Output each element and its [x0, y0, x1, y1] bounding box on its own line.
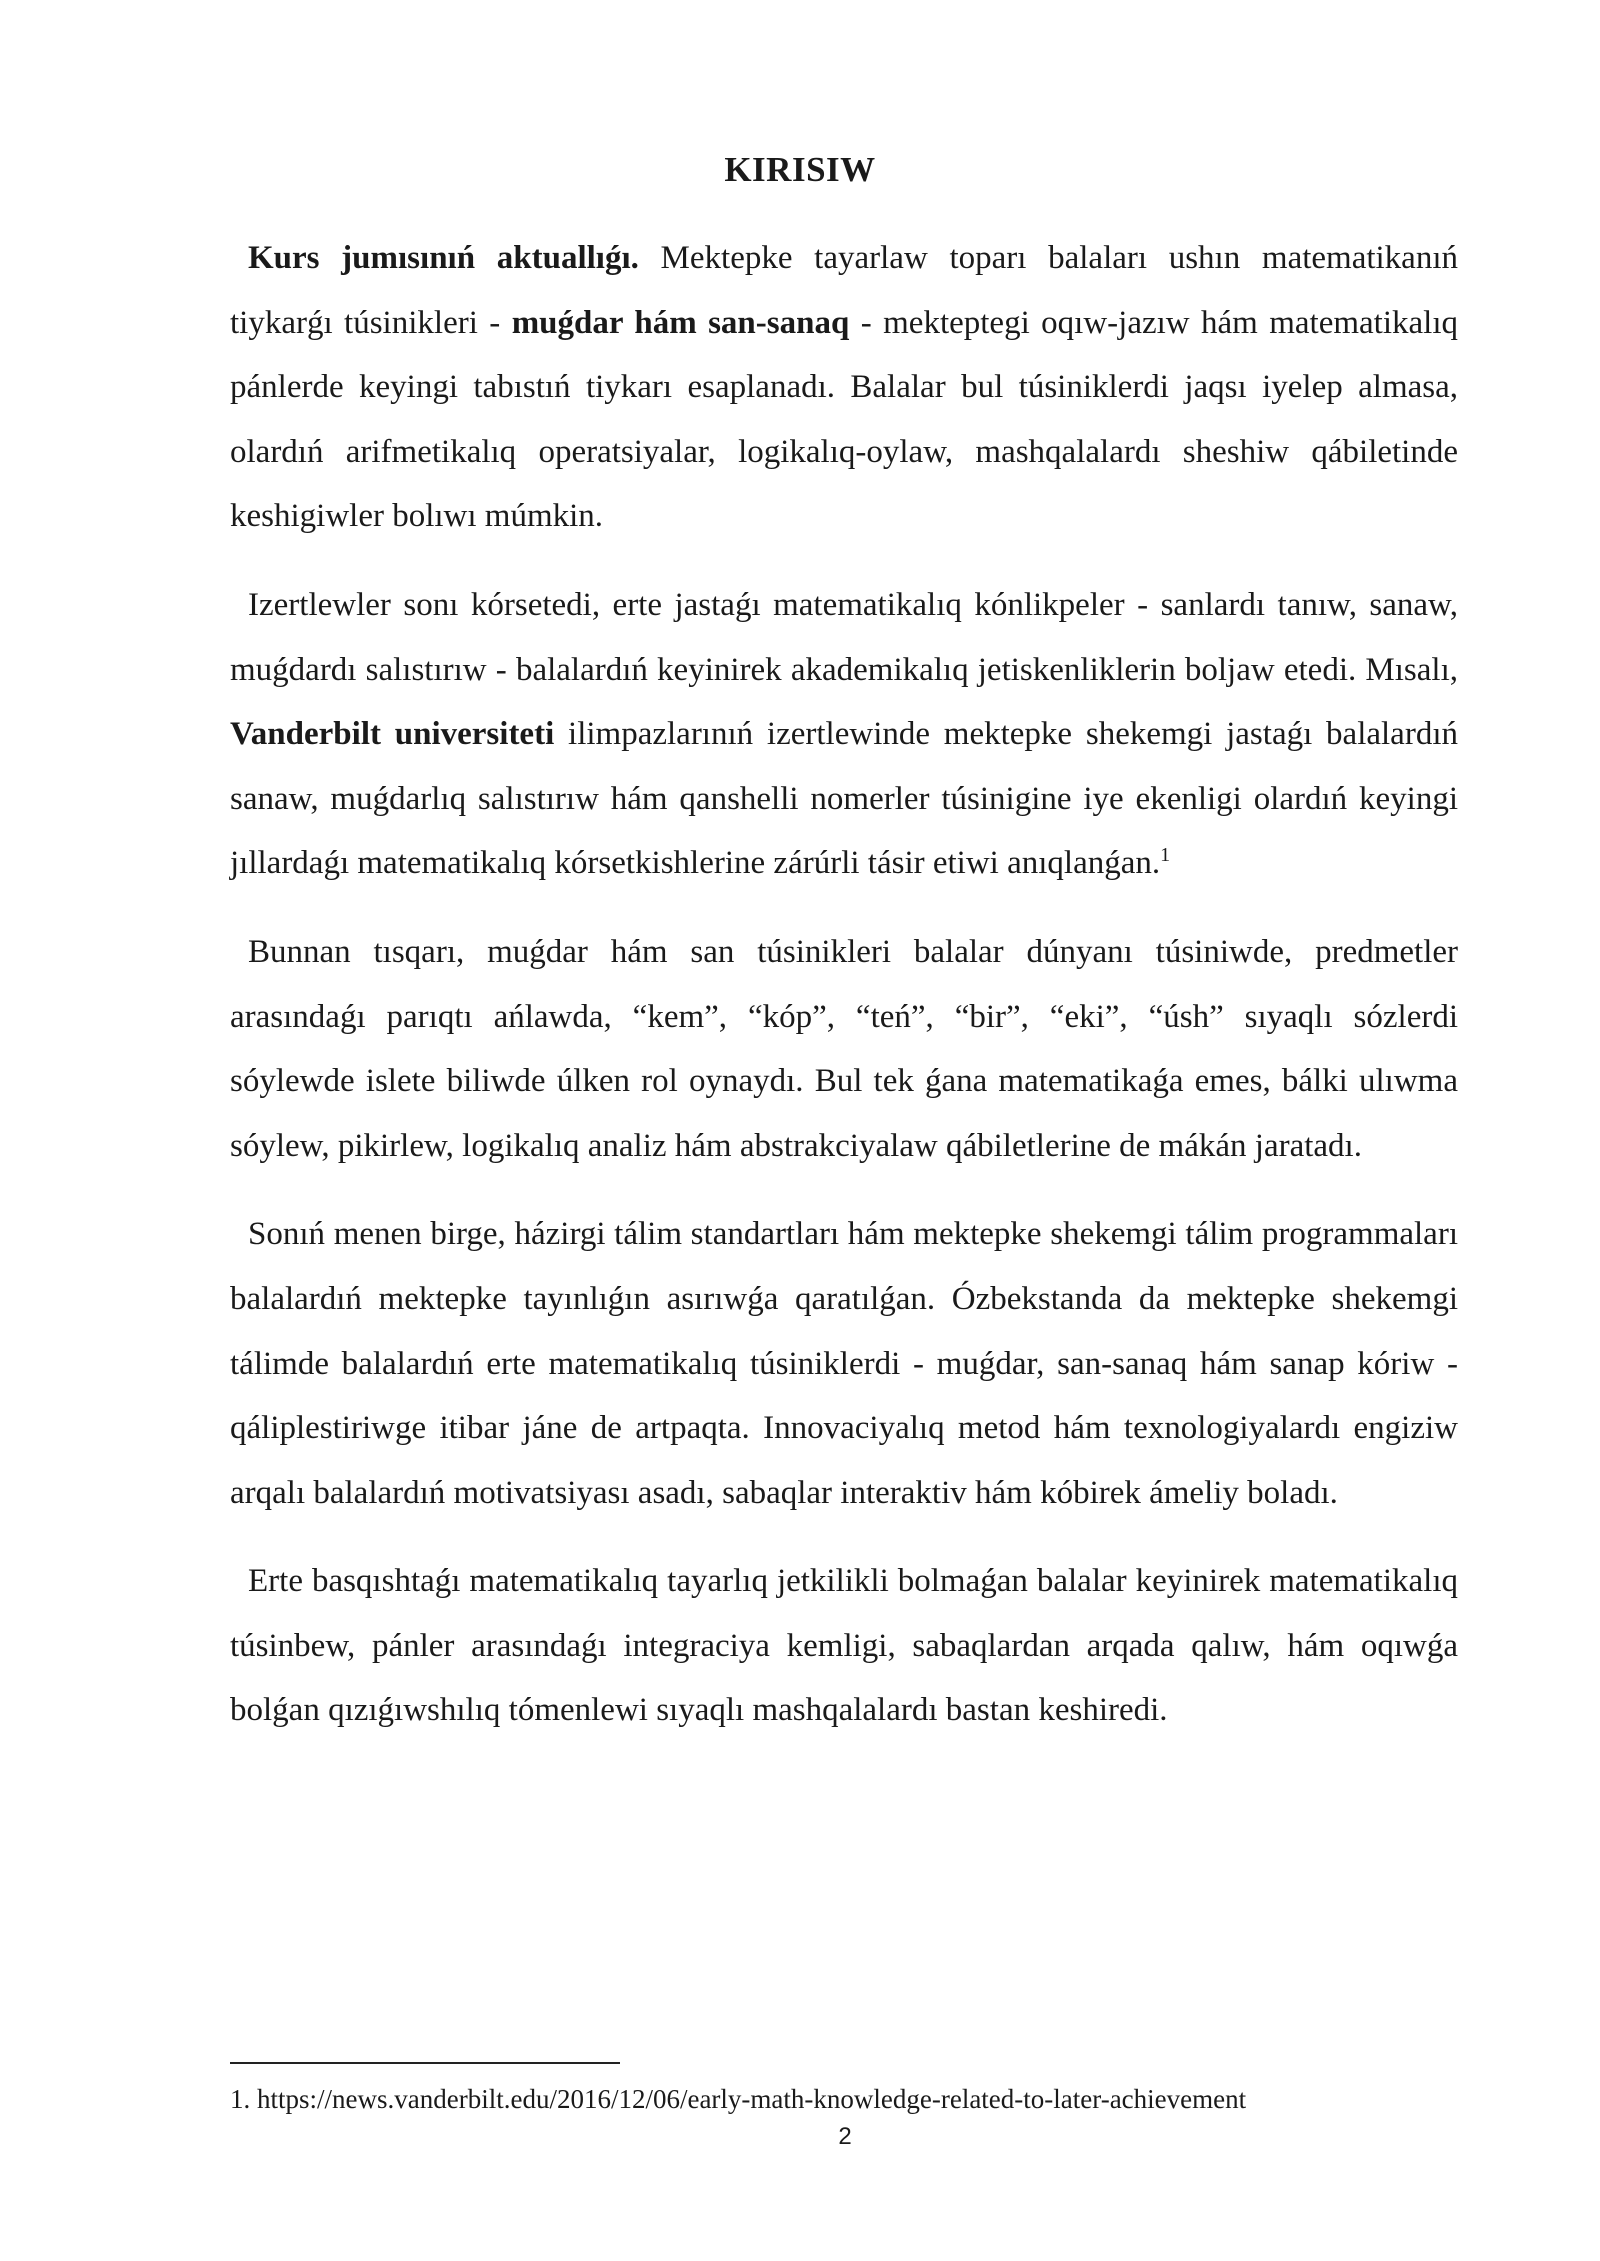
paragraph-text: Sonıń menen birge, házirgi tálim standartları hám mektepke shekemgi tálim programmaları balalardıń mektepke tayınlıǵın asırıwǵa qaratılǵan. Ózbekstanda da mektepke shekemgi tálimde balalardıń erte matematikalıq túsiniklerdi - muǵdar, san-sanaq hám sanap kóriw - qáliplestiriwge itibar jáne de artpaqta. Innovaciyalıq metod hám texnologiyalardı engiziw arqalı balalardıń motivatsiyası asadı, sabaqlar interaktiv hám kóbirek ámeliy boladı. — [230, 1216, 1458, 1511]
bold-term: muǵdar hám san-sanaq — [511, 304, 850, 341]
paragraph-consequences — [230, 1549, 1458, 1743]
page-number: 2 — [838, 2123, 852, 2150]
paragraph-relevance — [230, 226, 1458, 549]
paragraph-text: - mekteptegi oqıw-jazıw hám matematikalıq pánlerde keyingi tabıstıń tiykarı esaplanadı. Balalar bul túsiniklerdi jaqsı iyelep almasa, olardıń arifmetikalıq operatsiyalar, logikalıq-oylaw, mashqalalardı sheshiw qábiletinde keshigiwler bolıwı múmkin. — [230, 304, 1459, 535]
paragraph-text: Mektepke tayarlaw toparı balaları ushın matematikanıń tiykarǵı túsinikleri - — [230, 240, 1458, 341]
footnote-reference[interactable]: 1 — [1160, 844, 1171, 867]
paragraph-text: Erte basqıshtaǵı matematikalıq tayarlıq jetkilikli bolmaǵan balalar keyinirek matematikalıq túsinbew, pánler arasındaǵı integraciya kemligi, sabaqlardan arqada qalıw, hám oqıwǵa bolǵan qızıǵıwshılıq tómenlewi sıyaqlı mashqalalardı bastan keshiredi. — [230, 1563, 1458, 1729]
relevance-heading: Kurs jumısınıń aktuallıǵı. — [248, 240, 639, 276]
paragraph-research — [230, 573, 1458, 896]
paragraph-text: Bunnan tısqarı, muǵdar hám san túsinikleri balalar dúnyanı túsiniwde, predmetler arasındaǵı parıqtı ańlawda, “kem”, “kóp”, “teń”, “bir”, “eki”, “úsh” sıyaqlı sózlerdi sóylewde islete biliwde úlken rol oynaydı. Bul tek ǵana matematikaǵa emes, bálki ulıwma sóylew, pikirlew, logikalıq analiz hám abstrakciyalaw qábiletlerine de mákán jaratadı. — [230, 933, 1458, 1164]
page-title: KIRISIW — [724, 150, 876, 189]
footnote-divider — [230, 2062, 620, 2064]
footnote[interactable]: 1. https://news.vanderbilt.edu/2016/12/06/early-math-knowledge-related-to-later-achievement — [230, 2084, 1247, 2114]
paragraph-concepts — [230, 920, 1458, 1178]
paragraph-text: ilimpazlarınıń izertlewinde mektepke shekemgi jastaǵı balalardıń sanaw, muǵdarlıq salıstırıw hám qanshelli nomerler túsinigine iye ekenligi olardıń keyingi jıllardaǵı matematikalıq kórsetkishlerine zárúrli tásir etiwi anıqlanǵan. — [230, 716, 1458, 882]
body-text — [230, 226, 1458, 1743]
bold-university-name: Vanderbilt universiteti — [230, 716, 555, 753]
paragraph-standards — [230, 1202, 1458, 1525]
paragraph-text: Izertlewler sonı kórsetedi, erte jastaǵı matematikalıq kónlikpeler - sanlardı tanıw, sanaw, muǵdardı salıstırıw - balalardıń keyinirek akademikalıq jetiskenliklerin boljaw etedi. Mısalı, — [230, 586, 1458, 688]
